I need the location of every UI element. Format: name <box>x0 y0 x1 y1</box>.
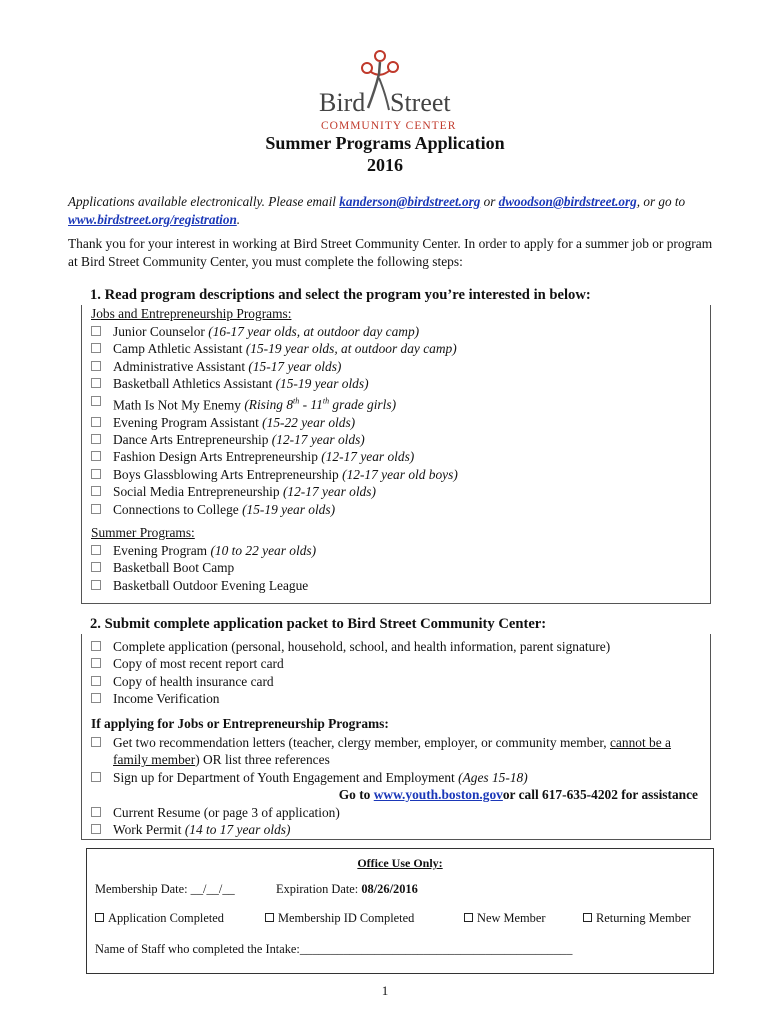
item-hint: (15-22 year olds) <box>262 414 356 430</box>
list-item[interactable] <box>88 638 700 655</box>
item-hint: (15-19 year olds) <box>242 501 336 517</box>
item-name: Basketball Boot Camp <box>113 560 235 576</box>
registration-link[interactable]: www.birdstreet.org/registration <box>68 211 237 227</box>
item-name: Basketball Outdoor Evening League <box>113 577 309 593</box>
item-hint: (16-17 year olds, at outdoor day camp) <box>208 324 420 339</box>
section2-box <box>81 634 711 840</box>
list-item[interactable] <box>88 501 698 518</box>
jobs-list <box>88 323 698 518</box>
check-new-member[interactable] <box>464 911 545 926</box>
intro-lead: Applications available electronically. Please email <box>68 194 336 209</box>
item-hint <box>244 397 396 412</box>
checkbox-icon[interactable] <box>464 913 473 922</box>
list-item[interactable] <box>88 375 698 392</box>
page-number: 1 <box>381 983 389 998</box>
list-item[interactable] <box>88 466 698 483</box>
hint-part: - 11 <box>299 397 323 413</box>
checkbox-icon[interactable] <box>91 343 101 353</box>
email-link-kanderson[interactable]: kanderson@birdstreet.org <box>339 194 481 209</box>
intro-end: . <box>236 211 241 227</box>
checkbox-icon[interactable] <box>91 737 101 747</box>
list-item[interactable] <box>88 340 698 357</box>
checkbox-icon[interactable] <box>91 580 101 590</box>
list-item[interactable] <box>88 577 698 594</box>
checkbox-icon[interactable] <box>91 361 101 371</box>
intro-paragraph: Thank you for your interest in working at Bird Street Community Center. In order to apply for a summer job or program at Bird Street Community Center, you must complete the following steps: <box>68 236 713 269</box>
item-name: Evening Program <box>113 543 208 558</box>
jobs-requirements-list <box>88 734 700 838</box>
checkbox-icon[interactable] <box>91 504 101 514</box>
logo-word-street: Street <box>390 88 451 117</box>
list-item[interactable] <box>88 655 700 672</box>
item-hint: (15-19 year olds) <box>275 376 369 392</box>
jobs-programs-title: Jobs and Entrepreneurship Programs: <box>91 306 292 321</box>
hint-sup: th <box>293 396 300 406</box>
item-hint: (12-17 year old boys) <box>342 466 458 482</box>
checkbox-icon[interactable] <box>91 451 101 461</box>
list-item[interactable] <box>88 448 698 465</box>
item-name: Fashion Design Arts Entrepreneurship <box>113 449 318 465</box>
item-hint: (10 to 22 year olds) <box>210 543 317 558</box>
list-item[interactable] <box>88 393 698 414</box>
list-item[interactable] <box>88 559 698 576</box>
checkbox-icon[interactable] <box>91 326 101 336</box>
item-name: Junior Counselor <box>113 324 205 339</box>
item-text: ) OR list three references <box>195 752 330 768</box>
logo-word-bird: Bird <box>319 88 366 117</box>
hint-sup: th <box>322 396 330 406</box>
checkbox-icon[interactable] <box>91 562 101 572</box>
checkbox-icon[interactable] <box>91 693 101 703</box>
check-label: Returning Member <box>596 911 691 925</box>
checkbox-icon[interactable] <box>91 486 101 496</box>
item-name: Boys Glassblowing Arts Entrepreneurship <box>113 466 339 482</box>
intro-go-to: , or go to <box>636 194 686 209</box>
checkbox-icon[interactable] <box>91 417 101 427</box>
checkbox-icon[interactable] <box>91 641 101 651</box>
checkbox-icon[interactable] <box>95 913 104 922</box>
membership-date-field[interactable]: Membership Date: __/__/__ <box>95 882 235 896</box>
summer-list <box>88 542 698 594</box>
office-use-box <box>86 848 714 974</box>
list-item[interactable] <box>88 414 698 431</box>
list-item[interactable] <box>88 542 698 559</box>
item-text: Copy of health insurance card <box>113 673 274 689</box>
list-item[interactable] <box>88 690 700 707</box>
check-returning-member[interactable] <box>583 911 691 926</box>
staff-name-field[interactable]: Name of Staff who completed the Intake:____________________________________________ <box>95 942 573 956</box>
list-item[interactable] <box>88 769 700 786</box>
check-label: Application Completed <box>108 911 224 925</box>
item-hint: (12-17 year olds) <box>282 484 376 500</box>
expiration-date <box>276 882 418 897</box>
checkbox-icon[interactable] <box>583 913 592 922</box>
item-hint: (15-17 year olds) <box>248 358 342 374</box>
youth-boston-link[interactable]: www.youth.boston.gov <box>373 787 503 803</box>
check-label: New Member <box>477 911 546 925</box>
item-hint: (Ages 15-18) <box>458 769 528 785</box>
item-name: Connections to College <box>113 501 239 517</box>
item-text: Sign up for Department of Youth Engagement and Employment <box>113 769 459 785</box>
list-item[interactable] <box>88 358 698 375</box>
list-item[interactable] <box>88 673 700 690</box>
expiration-label: Expiration Date: <box>276 882 362 896</box>
checkbox-icon[interactable] <box>91 772 101 782</box>
checkbox-icon[interactable] <box>91 545 101 555</box>
item-text: Current Resume (or page 3 of application) <box>113 804 340 820</box>
checkbox-icon[interactable] <box>91 824 101 834</box>
item-text: Copy of most recent report card <box>113 656 284 672</box>
checkbox-icon[interactable] <box>91 807 101 817</box>
jobs-requirements-heading: If applying for Jobs or Entrepreneurship Programs: <box>91 716 389 731</box>
item-text: Income Verification <box>113 691 220 707</box>
checkbox-icon[interactable] <box>91 378 101 388</box>
title-year: 2016 <box>367 155 403 175</box>
intro-text <box>68 193 728 228</box>
checkbox-icon[interactable] <box>91 469 101 479</box>
list-item[interactable] <box>88 323 698 340</box>
list-item[interactable] <box>88 804 700 821</box>
item-name: Camp Athletic Assistant <box>113 341 243 357</box>
youth-boston-line <box>88 786 700 803</box>
bird-street-logo <box>305 48 465 136</box>
item-hint: (14 to 17 year olds) <box>184 822 291 838</box>
item-name: Administrative Assistant <box>113 358 246 374</box>
title-text: Summer Programs Application <box>265 133 505 153</box>
office-use-title: Office Use Only: <box>357 856 443 870</box>
underlined-text: family member <box>113 752 196 768</box>
list-item[interactable] <box>88 821 700 838</box>
list-item[interactable] <box>88 431 698 448</box>
section2-heading: 2. Submit complete application packet to Bird Street Community Center: <box>90 616 547 632</box>
hint-part: (Rising 8 <box>244 397 294 413</box>
page-title <box>0 132 770 176</box>
underlined-text: cannot be a <box>609 735 671 750</box>
item-name: Basketball Athletics Assistant <box>113 376 273 392</box>
check-membership-id[interactable] <box>265 911 414 926</box>
section1-heading: 1. Read program descriptions and select the program you’re interested in below: <box>90 287 591 303</box>
checkbox-icon[interactable] <box>91 676 101 686</box>
item-text: Work Permit <box>113 822 185 838</box>
intro-or: or <box>483 194 496 209</box>
checkbox-icon[interactable] <box>91 658 101 668</box>
check-application-completed[interactable] <box>95 911 224 926</box>
item-text: Complete application (personal, household, school, and health information, parent signature) <box>113 639 611 654</box>
item-name: Dance Arts Entrepreneurship <box>113 431 269 447</box>
item-name: Social Media Entrepreneurship <box>113 484 280 500</box>
list-item[interactable] <box>88 483 698 500</box>
checkbox-icon[interactable] <box>91 434 101 444</box>
section1-box <box>81 305 711 604</box>
logo-tagline: COMMUNITY CENTER <box>321 120 457 132</box>
item-hint: (12-17 year olds) <box>321 449 415 465</box>
check-label: Membership ID Completed <box>278 911 415 925</box>
hint-part: grade girls) <box>329 397 397 413</box>
item-hint: (12-17 year olds) <box>271 431 365 447</box>
goto-text: Go to <box>338 787 371 803</box>
item-name: Math Is Not My Enemy <box>113 397 241 413</box>
item-hint: (15-19 year olds, at outdoor day camp) <box>245 341 457 357</box>
expiration-value: 08/26/2016 <box>361 882 418 896</box>
checkbox-icon[interactable] <box>265 913 274 922</box>
item-name: Evening Program Assistant <box>113 414 259 430</box>
checkbox-icon[interactable] <box>91 396 101 406</box>
summer-programs-title: Summer Programs: <box>91 525 195 540</box>
item-text: Get two recommendation letters (teacher, clergy member, employer, or community member, <box>113 735 610 750</box>
goto-text: or call 617-635-4202 for assistance <box>502 787 698 803</box>
email-link-dwoodson[interactable]: dwoodson@birdstreet.org <box>498 194 637 209</box>
list-item[interactable] <box>88 734 700 769</box>
packet-list <box>88 638 700 708</box>
